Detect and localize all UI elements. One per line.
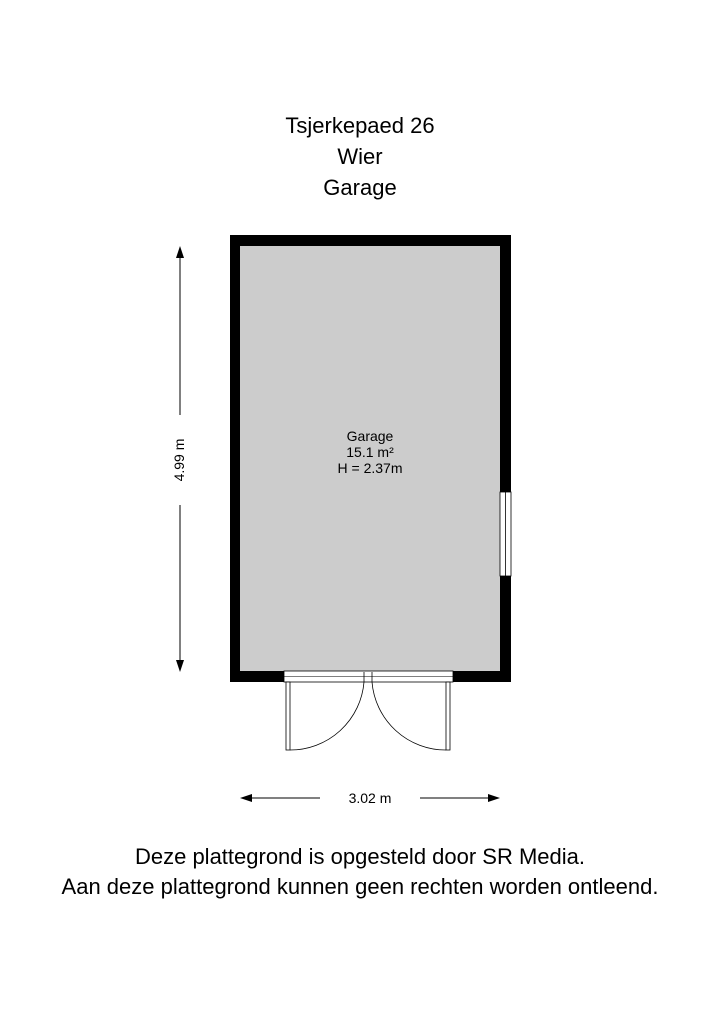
disclaimer [0, 842, 720, 902]
town-title: Wier [337, 144, 383, 169]
wall-right-lower [500, 576, 511, 682]
wall-left [230, 235, 240, 682]
width-dimension-label: 3.02 m [320, 790, 420, 806]
room-height: H = 2.37m [337, 460, 403, 476]
wall-top [230, 235, 511, 246]
window [500, 492, 511, 576]
wall-bottom-right [453, 671, 511, 682]
room-label [290, 428, 450, 476]
wall-bottom-left [230, 671, 284, 682]
wall-right-upper [500, 235, 511, 492]
depth-dimension-label: 4.99 m [171, 415, 187, 505]
room-name: Garage [346, 428, 394, 444]
floor-title: Garage [323, 175, 397, 200]
address-title: Tsjerkepaed 26 [285, 113, 435, 138]
room-area: 15.1 m² [346, 444, 394, 460]
disclaimer-line-2: Aan deze plattegrond kunnen geen rechten worden ontleend. [61, 874, 659, 899]
disclaimer-line-1: Deze plattegrond is opgesteld door SR Media. [134, 844, 586, 869]
double-door [284, 671, 453, 750]
